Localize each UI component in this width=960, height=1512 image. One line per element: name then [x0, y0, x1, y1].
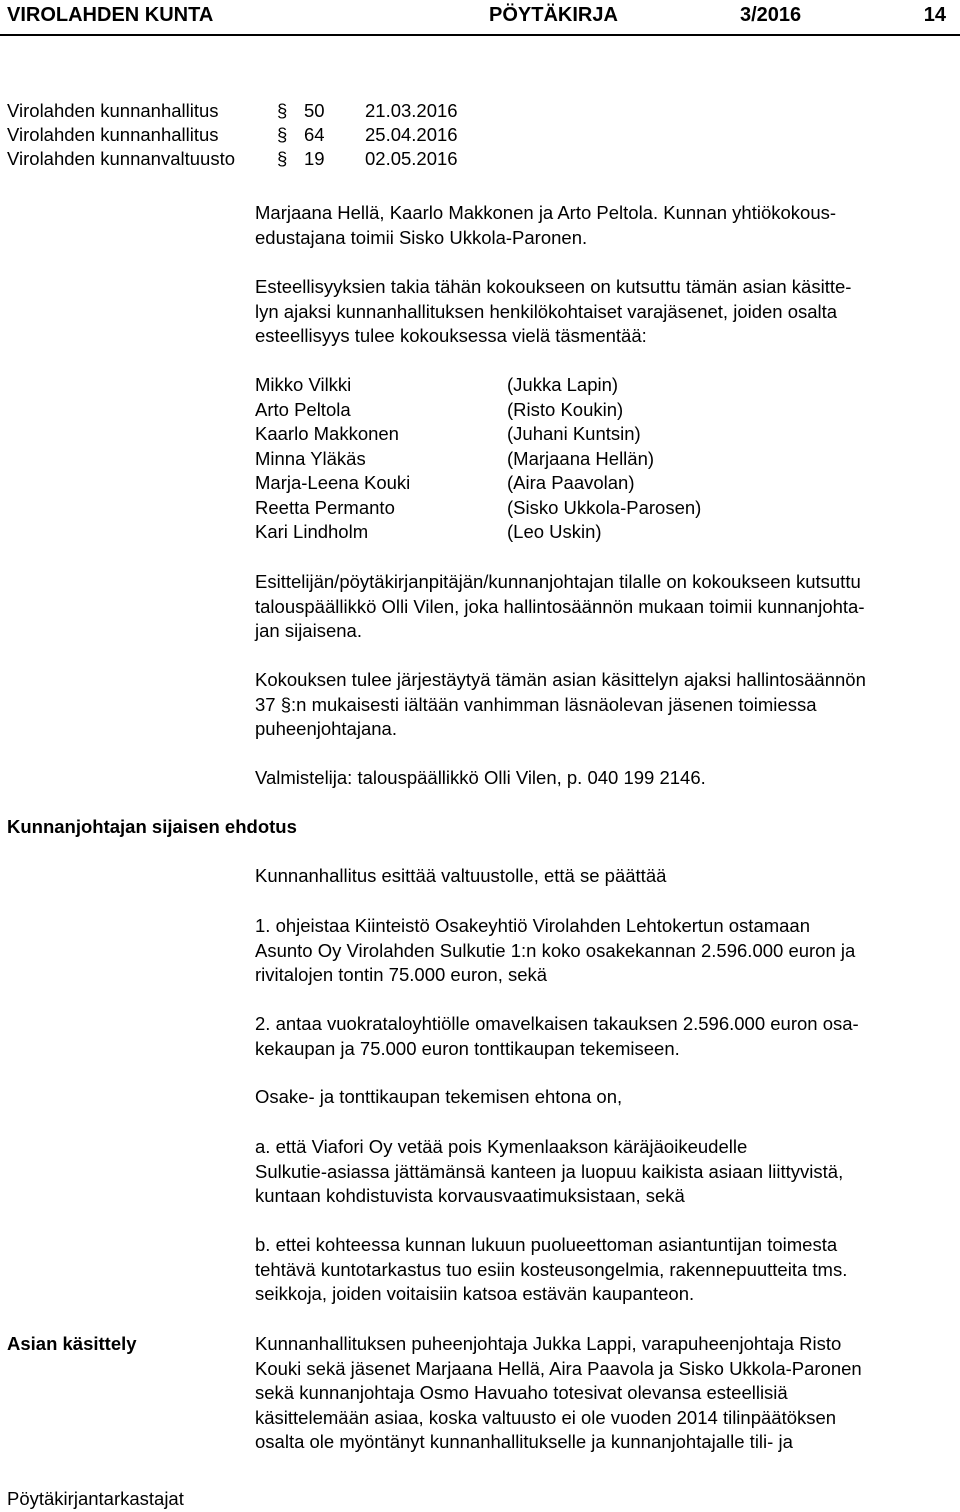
reference-number: 19	[304, 148, 325, 169]
reference-body: Virolahden kunnanvaltuusto	[7, 148, 235, 169]
text-line: esteellisyys tulee kokouksessa vielä täsmentää:	[255, 325, 647, 346]
replaced-member: (Jukka Lapin)	[507, 374, 619, 395]
text-line: rivitalojen tontin 75.000 euron, sekä	[255, 964, 548, 985]
substitute-name: Marja-Leena Kouki	[255, 472, 411, 493]
list-item	[0, 422, 960, 447]
text-line: seikkoja, joiden voitaisiin katsoa estävän kaupanteon.	[255, 1283, 695, 1304]
text-line: b. ettei kohteessa kunnan lukuun puolueettoman asiantuntijan toimesta	[255, 1234, 838, 1255]
text-line: Esteellisyyksien takia tähän kokoukseen on kutsuttu tämän asian käsitte-	[255, 276, 852, 297]
list-item	[0, 471, 960, 496]
reference-row	[7, 147, 947, 171]
substitutes-list	[0, 373, 960, 545]
chair-paragraph	[255, 668, 955, 742]
replaced-member: (Risto Koukin)	[507, 398, 624, 420]
text-line: Sulkutie-asiassa jättämänsä kanteen ja luopuu kaikista asiaan liittyvistä,	[255, 1160, 844, 1182]
organization-name: VIROLAHDEN KUNTA	[7, 4, 214, 26]
prepared-by: Valmistelija: talouspäällikkö Olli Vilen, p. 040 199 2146.	[255, 767, 706, 788]
text-line: kekaupan ja 75.000 euron tonttikaupan tekemiseen.	[255, 1037, 680, 1059]
text-line: kuntaan kohdistuvista korvausvaatimuksistaan, sekä	[255, 1185, 685, 1206]
text-line: lyn ajaksi kunnanhallituksen henkilökohtaiset varajäsenet, joiden osalta	[255, 300, 838, 322]
text-line: Asunto Oy Virolahden Sulkutie 1:n koko osakekannan 2.596.000 euron ja	[255, 939, 856, 961]
list-item	[0, 496, 960, 521]
substitute-name: Mikko Vilkki	[255, 374, 352, 395]
substitute-name: Minna Yläkäs	[255, 447, 366, 469]
text-line: talouspäällikkö Olli Vilen, joka hallintosäännön mukaan toimii kunnanjohta-	[255, 595, 865, 617]
text-line: käsittelemään asiaa, koska valtuusto ei ole vuoden 2014 tilinpäätöksen	[255, 1406, 837, 1428]
text-line: puheenjohtajana.	[255, 718, 397, 739]
text-line: sekä kunnanjohtaja Osmo Havuaho totesivat olevansa esteellisiä	[255, 1382, 788, 1403]
text-line: 2. antaa vuokrataloyhtiölle omavelkaisen takauksen 2.596.000 euron osa-	[255, 1013, 859, 1034]
section-icon: §	[277, 124, 288, 145]
reference-number: 64	[304, 124, 325, 145]
presenter-paragraph	[255, 570, 955, 644]
replaced-member: (Juhani Kuntsin)	[507, 423, 641, 444]
intro-paragraph	[255, 201, 955, 250]
condition-a	[255, 1135, 955, 1209]
document-type: PÖYTÄKIRJA	[489, 4, 618, 26]
header-divider	[0, 34, 960, 36]
replaced-member: (Leo Uskin)	[507, 521, 602, 542]
replaced-member: (Marjaana Hellän)	[507, 447, 655, 469]
substitute-name: Kari Lindholm	[255, 521, 369, 542]
proposal-heading: Kunnanjohtajan sijaisen ehdotus	[7, 816, 297, 837]
issue-number: 3/2016	[740, 4, 802, 26]
disqualification-paragraph	[255, 275, 955, 349]
reference-date: 02.05.2016	[365, 148, 458, 169]
text-line: 1. ohjeistaa Kiinteistö Osakeyhtiö Virolahden Lehtokertun ostamaan	[255, 915, 811, 936]
reference-date: 21.03.2016	[365, 100, 458, 121]
proposal-intro: Kunnanhallitus esittää valtuustolle, että se päättää	[255, 865, 667, 886]
text-line: 37 §:n mukaisesti iältään vanhimman läsnäolevan jäsenen toimiessa	[255, 693, 817, 715]
text-line: Esittelijän/pöytäkirjanpitäjän/kunnanjohtajan tilalle on kokoukseen kutsuttu	[255, 571, 861, 592]
substitute-name: Kaarlo Makkonen	[255, 423, 399, 444]
handling-heading: Asian käsittely	[7, 1333, 137, 1354]
replaced-member: (Aira Paavolan)	[507, 472, 635, 493]
section-icon: §	[277, 100, 288, 121]
text-line: Kokouksen tulee järjestäytyä tämän asian käsittelyn ajaksi hallintosäännön	[255, 669, 866, 690]
page-header	[7, 3, 946, 27]
text-line: osalta ole myöntänyt kunnanhallitukselle ja kunnanjohtajalle tili- ja	[255, 1431, 793, 1452]
reference-row	[7, 123, 947, 147]
text-line: a. että Viafori Oy vetää pois Kymenlaakson käräjäoikeudelle	[255, 1136, 748, 1157]
footer-label: Pöytäkirjantarkastajat	[7, 1488, 184, 1509]
proposal-item-2	[255, 1012, 955, 1061]
reference-row	[7, 99, 947, 123]
text-line: tehtävä kuntotarkastus tuo esiin kosteusongelmia, rakennepuutteita tms.	[255, 1258, 848, 1280]
text-line: edustajana toimii Sisko Ukkola-Paronen.	[255, 226, 588, 248]
reference-date: 25.04.2016	[365, 124, 458, 145]
page-number: 14	[923, 4, 946, 26]
handling-paragraph	[255, 1332, 955, 1455]
reference-number: 50	[304, 100, 325, 121]
proposal-item-1	[255, 914, 955, 988]
substitute-name: Arto Peltola	[255, 398, 351, 420]
list-item	[0, 520, 960, 545]
text-line: jan sijaisena.	[255, 620, 362, 641]
condition-intro: Osake- ja tonttikaupan tekemisen ehtona on,	[255, 1086, 623, 1107]
reference-body: Virolahden kunnanhallitus	[7, 100, 219, 121]
list-item	[0, 398, 960, 423]
list-item	[0, 447, 960, 472]
replaced-member: (Sisko Ukkola-Parosen)	[507, 496, 702, 518]
text-line: Marjaana Hellä, Kaarlo Makkonen ja Arto Peltola. Kunnan yhtiökokous-	[255, 202, 837, 223]
section-icon: §	[277, 148, 288, 169]
list-item	[0, 373, 960, 398]
reference-body: Virolahden kunnanhallitus	[7, 124, 219, 145]
condition-b	[255, 1233, 955, 1307]
substitute-name: Reetta Permanto	[255, 496, 395, 518]
text-line: Kouki sekä jäsenet Marjaana Hellä, Aira Paavola ja Sisko Ukkola-Paronen	[255, 1357, 862, 1379]
text-line: Kunnanhallituksen puheenjohtaja Jukka Lappi, varapuheenjohtaja Risto	[255, 1333, 842, 1354]
